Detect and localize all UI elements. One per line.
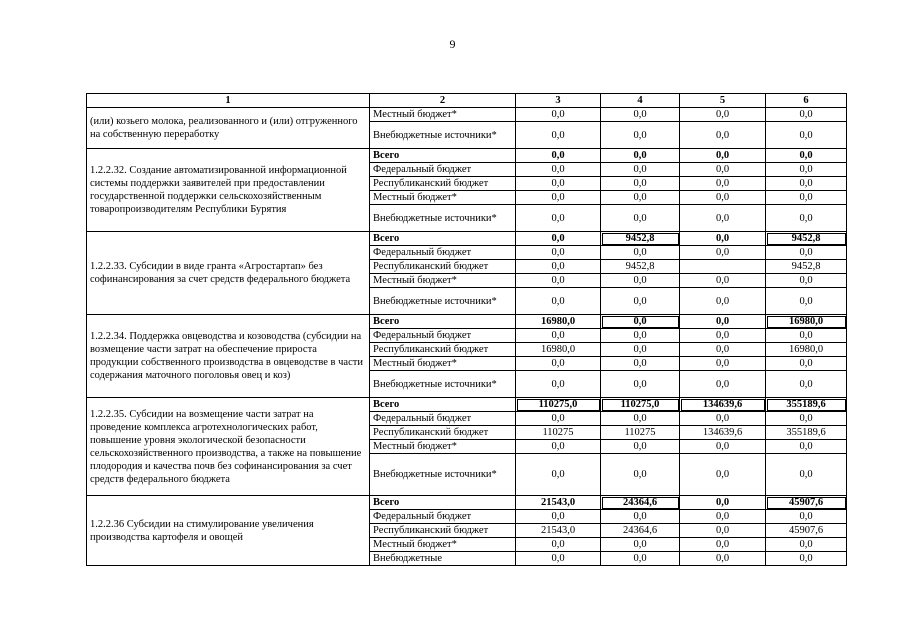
amount-cell: 9452,8 <box>766 260 847 274</box>
amount-cell: 0,0 <box>766 454 847 496</box>
item-description: (или) козьего молока, реализованного и (или) отгруженного на собственную переработку <box>87 108 370 149</box>
amount-cell: 0,0 <box>680 412 766 426</box>
amount-cell: 0,0 <box>601 149 680 163</box>
amount-cell: 0,0 <box>680 343 766 357</box>
amount-cell: 0,0 <box>680 149 766 163</box>
amount-cell: 0,0 <box>766 329 847 343</box>
amount-cell: 0,0 <box>516 329 601 343</box>
amount-cell: 0,0 <box>516 357 601 371</box>
amount-cell: 9452,8 <box>601 260 680 274</box>
amount-cell: 0,0 <box>766 412 847 426</box>
amount-cell: 0,0 <box>516 510 601 524</box>
amount-cell: 0,0 <box>766 440 847 454</box>
amount-cell: 0,0 <box>516 260 601 274</box>
funding-source: Федеральный бюджет <box>370 163 516 177</box>
funding-source: Федеральный бюджет <box>370 246 516 260</box>
table-row-total <box>87 149 847 163</box>
amount-cell: 0,0 <box>680 454 766 496</box>
amount-cell: 0,0 <box>516 191 601 205</box>
funding-source: Всего <box>370 232 516 246</box>
funding-source: Всего <box>370 315 516 329</box>
amount-cell: 0,0 <box>601 357 680 371</box>
funding-source: Внебюджетные источники* <box>370 454 516 496</box>
amount-cell: 0,0 <box>516 246 601 260</box>
table-row-total <box>87 232 847 246</box>
amount-cell: 0,0 <box>680 108 766 122</box>
amount-cell: 9452,8 <box>601 232 680 246</box>
amount-cell: 0,0 <box>766 177 847 191</box>
amount-cell: 134639,6 <box>680 398 766 412</box>
header-cell: 2 <box>370 94 516 108</box>
amount-cell: 0,0 <box>516 149 601 163</box>
amount-cell: 0,0 <box>766 288 847 315</box>
amount-cell: 0,0 <box>601 440 680 454</box>
amount-cell: 0,0 <box>680 538 766 552</box>
header-cell: 4 <box>601 94 680 108</box>
amount-cell: 0,0 <box>516 288 601 315</box>
funding-source: Федеральный бюджет <box>370 510 516 524</box>
amount-cell: 0,0 <box>516 274 601 288</box>
amount-cell: 0,0 <box>680 191 766 205</box>
amount-cell: 0,0 <box>601 191 680 205</box>
amount-cell: 0,0 <box>680 163 766 177</box>
funding-source: Республиканский бюджет <box>370 524 516 538</box>
amount-cell: 0,0 <box>766 191 847 205</box>
header-cell: 1 <box>87 94 370 108</box>
header-cell: 5 <box>680 94 766 108</box>
amount-cell: 0,0 <box>601 552 680 566</box>
item-description: 1.2.2.32. Создание автоматизированной информационной системы поддержки заявителей при предоставлении государственной поддержки сельскохозяйственным товаропроизводителям Республики Бурятия <box>87 149 370 232</box>
amount-cell: 110275,0 <box>601 398 680 412</box>
amount-cell: 0,0 <box>601 329 680 343</box>
amount-cell: 0,0 <box>680 288 766 315</box>
amount-cell: 0,0 <box>680 357 766 371</box>
amount-cell: 0,0 <box>766 246 847 260</box>
amount-cell: 16980,0 <box>766 343 847 357</box>
amount-cell: 45907,6 <box>766 524 847 538</box>
amount-cell: 0,0 <box>601 177 680 191</box>
amount-cell: 0,0 <box>766 205 847 232</box>
funding-source: Местный бюджет* <box>370 274 516 288</box>
amount-cell: 0,0 <box>601 510 680 524</box>
amount-cell: 0,0 <box>601 122 680 149</box>
funding-source: Республиканский бюджет <box>370 426 516 440</box>
amount-cell: 0,0 <box>516 440 601 454</box>
amount-cell: 355189,6 <box>766 426 847 440</box>
amount-cell: 9452,8 <box>766 232 847 246</box>
amount-cell: 355189,6 <box>766 398 847 412</box>
funding-source: Республиканский бюджет <box>370 177 516 191</box>
amount-cell: 21543,0 <box>516 496 601 510</box>
amount-cell: 0,0 <box>516 454 601 496</box>
budget-table <box>86 93 847 566</box>
amount-cell: 0,0 <box>680 329 766 343</box>
funding-source: Внебюджетные источники* <box>370 205 516 232</box>
amount-cell: 16980,0 <box>766 315 847 329</box>
item-description: 1.2.2.36 Субсидии на стимулирование увеличения производства картофеля и овощей <box>87 496 370 566</box>
amount-cell: 16980,0 <box>516 315 601 329</box>
table-row-total <box>87 496 847 510</box>
funding-source: Внебюджетные <box>370 552 516 566</box>
amount-cell: 0,0 <box>680 510 766 524</box>
amount-cell: 0,0 <box>766 108 847 122</box>
table-row <box>87 108 847 122</box>
amount-cell: 0,0 <box>601 246 680 260</box>
amount-cell: 0,0 <box>516 232 601 246</box>
amount-cell: 0,0 <box>601 315 680 329</box>
funding-source: Местный бюджет* <box>370 191 516 205</box>
funding-source: Внебюджетные источники* <box>370 371 516 398</box>
amount-cell: 0,0 <box>516 205 601 232</box>
funding-source: Внебюджетные источники* <box>370 122 516 149</box>
amount-cell: 0,0 <box>680 246 766 260</box>
amount-cell: 0,0 <box>680 122 766 149</box>
funding-source: Местный бюджет* <box>370 440 516 454</box>
funding-source: Республиканский бюджет <box>370 260 516 274</box>
amount-cell: 0,0 <box>766 371 847 398</box>
funding-source: Федеральный бюджет <box>370 329 516 343</box>
amount-cell: 110275 <box>516 426 601 440</box>
amount-cell: 0,0 <box>516 163 601 177</box>
amount-cell: 0,0 <box>601 288 680 315</box>
item-description: 1.2.2.35. Субсидии на возмещение части затрат на проведение комплекса агротехнологических работ, повышение уровня экологической безопасности сельскохозяйственного производства, а также на повышение плодородия и качества почв без софинансирования за счет средств федерального бюджета <box>87 398 370 496</box>
table-row-total <box>87 398 847 412</box>
amount-cell: 0,0 <box>601 371 680 398</box>
amount-cell: 0,0 <box>766 149 847 163</box>
amount-cell: 21543,0 <box>516 524 601 538</box>
amount-cell: 16980,0 <box>516 343 601 357</box>
funding-source: Всего <box>370 149 516 163</box>
item-description: 1.2.2.33. Субсидии в виде гранта «Агростартап» без софинансирования за счет средств федерального бюджета <box>87 232 370 315</box>
amount-cell: 0,0 <box>766 122 847 149</box>
funding-source: Местный бюджет* <box>370 357 516 371</box>
amount-cell: 0,0 <box>516 177 601 191</box>
amount-cell: 24364,6 <box>601 524 680 538</box>
amount-cell: 0,0 <box>601 343 680 357</box>
table-row-total <box>87 315 847 329</box>
amount-cell: 0,0 <box>516 412 601 426</box>
amount-cell: 134639,6 <box>680 426 766 440</box>
funding-source: Всего <box>370 398 516 412</box>
amount-cell: 110275,0 <box>516 398 601 412</box>
amount-cell: 0,0 <box>766 357 847 371</box>
amount-cell: 0,0 <box>516 371 601 398</box>
amount-cell: 0,0 <box>601 163 680 177</box>
page-number: 9 <box>449 37 456 51</box>
header-row <box>87 94 847 108</box>
amount-cell: 0,0 <box>680 496 766 510</box>
amount-cell: 0,0 <box>680 552 766 566</box>
funding-source: Местный бюджет* <box>370 108 516 122</box>
amount-cell: 45907,6 <box>766 496 847 510</box>
amount-cell: 0,0 <box>680 524 766 538</box>
amount-cell: 0,0 <box>601 108 680 122</box>
amount-cell: 0,0 <box>601 274 680 288</box>
amount-cell: 0,0 <box>766 163 847 177</box>
amount-cell: 0,0 <box>516 538 601 552</box>
amount-cell: 110275 <box>601 426 680 440</box>
amount-cell: 0,0 <box>680 371 766 398</box>
funding-source: Всего <box>370 496 516 510</box>
funding-source: Федеральный бюджет <box>370 412 516 426</box>
amount-cell: 0,0 <box>680 177 766 191</box>
amount-cell: 0,0 <box>680 274 766 288</box>
funding-source: Республиканский бюджет <box>370 343 516 357</box>
amount-cell: 0,0 <box>766 552 847 566</box>
amount-cell: 0,0 <box>516 122 601 149</box>
header-cell: 3 <box>516 94 601 108</box>
amount-cell: 0,0 <box>680 440 766 454</box>
amount-cell: 0,0 <box>516 552 601 566</box>
header-cell: 6 <box>766 94 847 108</box>
amount-cell: 0,0 <box>766 510 847 524</box>
amount-cell <box>680 260 766 274</box>
amount-cell: 0,0 <box>601 538 680 552</box>
amount-cell: 0,0 <box>601 205 680 232</box>
funding-source: Местный бюджет* <box>370 538 516 552</box>
amount-cell: 0,0 <box>766 274 847 288</box>
item-description: 1.2.2.34. Поддержка овцеводства и козоводства (субсидии на возмещение части затрат на обеспечение прироста продукции собственного производства в овцеводстве в части содержания маточного поголовья овец и коз) <box>87 315 370 398</box>
amount-cell: 24364,6 <box>601 496 680 510</box>
amount-cell: 0,0 <box>516 108 601 122</box>
amount-cell: 0,0 <box>766 538 847 552</box>
amount-cell: 0,0 <box>680 315 766 329</box>
amount-cell: 0,0 <box>601 454 680 496</box>
amount-cell: 0,0 <box>601 412 680 426</box>
amount-cell: 0,0 <box>680 205 766 232</box>
funding-source: Внебюджетные источники* <box>370 288 516 315</box>
amount-cell: 0,0 <box>680 232 766 246</box>
